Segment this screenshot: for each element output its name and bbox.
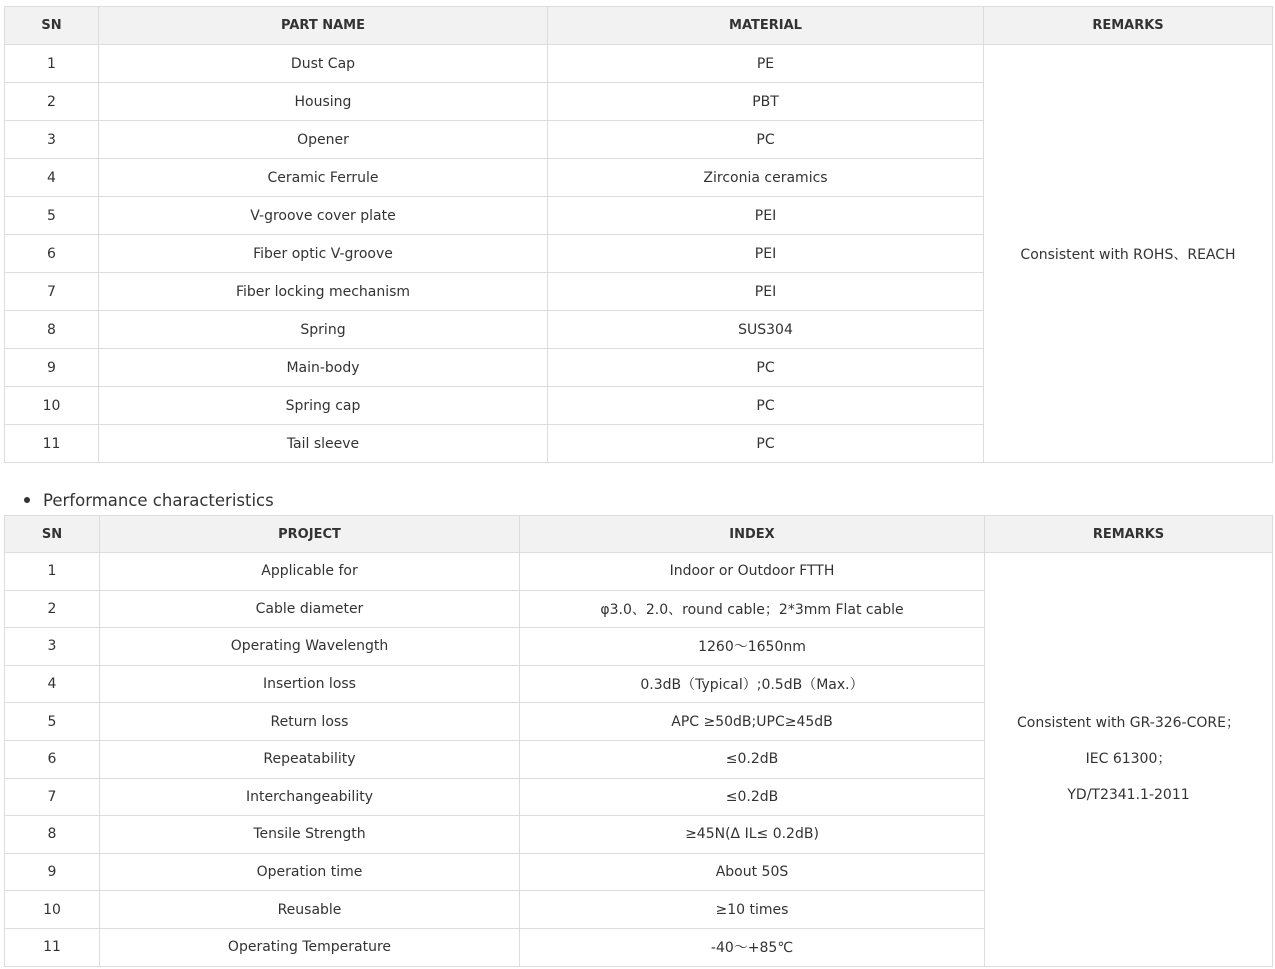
part-name-cell: Spring <box>99 311 548 349</box>
sn-cell: 10 <box>5 387 99 425</box>
material-cell: Zirconia ceramics <box>548 159 984 197</box>
part-name-cell: Dust Cap <box>99 45 548 83</box>
material-cell: PBT <box>548 83 984 121</box>
sn-cell: 4 <box>5 665 100 703</box>
column-header-material: MATERIAL <box>548 7 984 45</box>
sn-cell: 9 <box>5 349 99 387</box>
sn-cell: 8 <box>5 816 100 854</box>
remark-line: Consistent with GR-326-CORE； <box>1017 715 1240 732</box>
sn-cell: 4 <box>5 159 99 197</box>
sn-cell: 11 <box>5 928 100 966</box>
index-cell: ≥45N(Δ IL≤ 0.2dB) <box>520 816 985 854</box>
project-cell: Interchangeability <box>100 778 520 816</box>
column-header-sn: SN <box>5 516 100 553</box>
index-cell: About 50S <box>520 853 985 891</box>
parts-material-table <box>4 6 1273 463</box>
sn-cell: 1 <box>5 45 99 83</box>
performance-table <box>4 515 1273 967</box>
sn-cell: 2 <box>5 83 99 121</box>
table-row <box>5 45 1273 83</box>
column-header-remarks: REMARKS <box>984 7 1273 45</box>
index-cell: APC ≥50dB;UPC≥45dB <box>520 703 985 741</box>
table-row <box>5 553 1273 591</box>
project-cell: Return loss <box>100 703 520 741</box>
material-cell: PC <box>548 349 984 387</box>
project-cell: Cable diameter <box>100 590 520 628</box>
table-header-row <box>5 7 1273 45</box>
sn-cell: 5 <box>5 197 99 235</box>
remarks-cell <box>985 553 1273 967</box>
performance-heading <box>24 488 274 512</box>
sn-cell: 6 <box>5 740 100 778</box>
index-cell: 1260～1650nm <box>520 628 985 666</box>
sn-cell: 8 <box>5 311 99 349</box>
remarks-cell: Consistent with ROHS、REACH <box>984 45 1273 463</box>
index-cell: Indoor or Outdoor FTTH <box>520 553 985 591</box>
index-cell: -40～+85℃ <box>520 928 985 966</box>
part-name-cell: V-groove cover plate <box>99 197 548 235</box>
column-header-sn: SN <box>5 7 99 45</box>
sn-cell: 2 <box>5 590 100 628</box>
part-name-cell: Main-body <box>99 349 548 387</box>
part-name-cell: Ceramic Ferrule <box>99 159 548 197</box>
index-cell: ≤0.2dB <box>520 740 985 778</box>
part-name-cell: Housing <box>99 83 548 121</box>
sn-cell: 7 <box>5 778 100 816</box>
material-cell: PEI <box>548 273 984 311</box>
column-header-project: PROJECT <box>100 516 520 553</box>
project-cell: Repeatability <box>100 740 520 778</box>
remark-line: YD/T2341.1-2011 <box>1067 787 1190 804</box>
project-cell: Insertion loss <box>100 665 520 703</box>
index-cell: φ3.0、2.0、round cable；2*3mm Flat cable <box>520 590 985 628</box>
table-header-row <box>5 516 1273 553</box>
index-cell: 0.3dB（Typical）;0.5dB（Max.） <box>520 665 985 703</box>
index-cell: ≥10 times <box>520 891 985 929</box>
remark-line: IEC 61300； <box>1085 751 1172 768</box>
sn-cell: 3 <box>5 121 99 159</box>
column-header-remarks: REMARKS <box>985 516 1273 553</box>
bullet-icon <box>24 497 30 503</box>
project-cell: Applicable for <box>100 553 520 591</box>
sn-cell: 1 <box>5 553 100 591</box>
sn-cell: 3 <box>5 628 100 666</box>
sn-cell: 6 <box>5 235 99 273</box>
material-cell: PC <box>548 387 984 425</box>
material-cell: PC <box>548 121 984 159</box>
material-cell: PEI <box>548 235 984 273</box>
part-name-cell: Spring cap <box>99 387 548 425</box>
project-cell: Operation time <box>100 853 520 891</box>
sn-cell: 7 <box>5 273 99 311</box>
project-cell: Operating Wavelength <box>100 628 520 666</box>
part-name-cell: Fiber locking mechanism <box>99 273 548 311</box>
project-cell: Tensile Strength <box>100 816 520 854</box>
project-cell: Operating Temperature <box>100 928 520 966</box>
column-header-index: INDEX <box>520 516 985 553</box>
material-cell: SUS304 <box>548 311 984 349</box>
column-header-part-name: PART NAME <box>99 7 548 45</box>
part-name-cell: Fiber optic V-groove <box>99 235 548 273</box>
performance-heading-text: Performance characteristics <box>43 490 274 510</box>
sn-cell: 11 <box>5 425 99 463</box>
part-name-cell: Opener <box>99 121 548 159</box>
part-name-cell: Tail sleeve <box>99 425 548 463</box>
material-cell: PE <box>548 45 984 83</box>
sn-cell: 10 <box>5 891 100 929</box>
sn-cell: 9 <box>5 853 100 891</box>
material-cell: PEI <box>548 197 984 235</box>
project-cell: Reusable <box>100 891 520 929</box>
sn-cell: 5 <box>5 703 100 741</box>
material-cell: PC <box>548 425 984 463</box>
index-cell: ≤0.2dB <box>520 778 985 816</box>
